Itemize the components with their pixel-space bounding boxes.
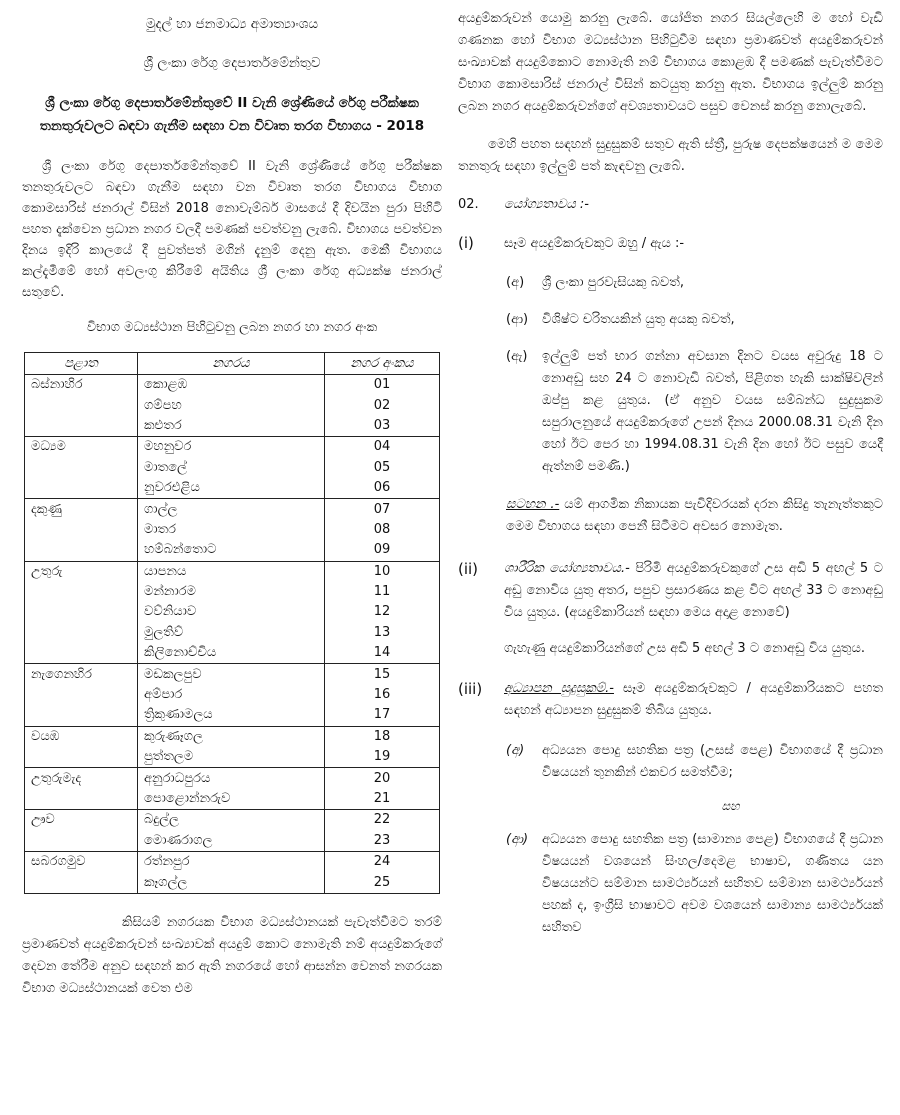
ministry-heading: මුදල් හා ජනමාධ්‍ය අමාත්‍යාංශය [145,16,319,32]
town-number-cell: 19 [325,747,440,768]
province-cell [25,872,138,893]
header-province: පළාත [25,353,138,375]
table-row [25,499,440,520]
item-i-text: සෑම අයදුම්කරුවකුට ඔහු / ඇය :- [504,236,685,251]
town-cell: ගාල්ල [138,499,325,520]
table-row [25,643,440,664]
province-cell [25,747,138,768]
table-caption: විභාග මධ්‍යස්ථාන පිහිටුවනු ලබන නගර හා නගර අංක [86,320,378,335]
edu-a-marker: (අ) [506,743,525,758]
note-label: සටහන .- [506,497,560,512]
table-row [25,705,440,726]
town-number-cell: 20 [325,768,440,789]
item-ii-marker: (ii) [458,560,479,578]
table-row [25,872,440,893]
edu-aa-marker: (ආ) [506,832,529,847]
town-cell: ගම්පහ [138,395,325,415]
town-number-cell: 16 [325,685,440,705]
item-ii-label: ශාරීරික යෝග්‍යතාවය.- [504,561,630,576]
table-row [25,747,440,768]
table-header-row [25,353,440,375]
note-block [506,494,883,538]
town-cell: වව්නියාව [138,602,325,622]
table-row [25,582,440,602]
town-cell: කළුතර [138,416,325,437]
table-row [25,685,440,705]
province-cell [25,685,138,705]
sub-a-text: ශ්‍රී ලංකා පුරවැසියකු බවත්, [542,275,684,290]
town-cell: රත්නපුර [138,851,325,872]
right-column [458,8,883,939]
section-title: යෝග්‍යතාවය :- [504,197,589,212]
table-row [25,810,440,831]
table-row [25,789,440,810]
header-town: නගරය [138,353,325,375]
province-cell: උතුරු [25,561,138,582]
town-number-cell: 10 [325,561,440,582]
sub-aa-text: විශිෂ්ට චරිතයකින් යුතු අයකු බවත්, [542,312,735,327]
province-cell [25,416,138,437]
document-title: ශ්‍රී ලංකා රේගු දෙපාර්තමේන්තුවේ II වැනි ශ්‍රේණියේ රේගු පරීක්ෂක තනතුරුවලට බඳවා ගැනීම සඳහා වන විවෘත තරග විභාගය - 2018 [39,95,425,134]
province-cell: දකුණු [25,499,138,520]
town-cell: කුරුණෑගල [138,726,325,747]
town-cell: නුවරඑළිය [138,478,325,499]
town-number-cell: 24 [325,851,440,872]
province-cell [25,643,138,664]
edu-item-a [506,740,883,784]
department-heading: ශ්‍රී ලංකා රේගු දෙපාර්තමේන්තුව [143,55,321,71]
intro-paragraph: ශ්‍රී ලංකා රේගු දෙපාර්තමේන්තුවේ II වැනි ශ්‍රේණියේ රේගු පරීක්ෂක තනතුරුවලට බඳවා ගැනීම සඳහා වන විවෘත තරග විභාගය විභාග කොමසාරිස් ජනරාල් විසින් 2018 නොවැම්බර් මාසයේ දී දිවයින පුරා පිහිටි පහත දැක්වෙන ප්‍රධාන නගර වලදී පමණක් පවත්වනු ලැබේ. විභාගය පවත්වන දිනය ඉදිරි කාලයේ දී පුවත්පත් මගින් දැනුම් දෙනු ඇත. මෙකී විභාගය කල්දැමීමේ හෝ අවලංගු කිරීමේ අයිතිය ශ්‍රී ලංකා රේගු අධ්‍යක්ෂ ජනරාල් සතුවේ. [22,159,442,300]
continuation-paragraph: අයදුම්කරුවන් යොමු කරනු ලැබේ. යෝජිත නගර සියල්ලෙහි ම හෝ වැඩි ගණනක හෝ විභාග මධ්‍යස්ථාන පිහිටුවීම සඳහා ප්‍රමාණවත් අයදුම්කරුවන් සංඛ්‍යාවක් අයදුම්කොට නොමැති නම් විභාගය කොළඹ දී පමණක් පැවැත්වීමට විභාග කොමසාරිස් ජනරාල් විසින් කටයුතු කරනු ඇත. විභාගය ඉල්ලුම් කරනු ලබන නගර අයදුම්කරුවන්ගේ අවශ්‍යතාවයට පසුව වෙනස් කරනු නොලැබේ. [458,11,883,114]
table-row [25,768,440,789]
town-cell: පොළොන්නරුව [138,789,325,810]
section-number: 02. [458,197,479,212]
item-ii-body [504,558,883,624]
town-number-cell: 17 [325,705,440,726]
town-cell: පුත්තලම [138,747,325,768]
item-iii [458,678,883,722]
town-cell: යාපනය [138,561,325,582]
town-number-cell: 05 [325,458,440,478]
edu-aa-text: අධ්‍යයන පොදු සහතික පත්‍ර (සාමාන්‍ය පෙළ) විභාගයේ දී ප්‍රධාන විෂයයන් වශයෙන් සිංහල/දෙමළ භාෂාව, ගණිතය යන විෂයයන්ට සම්මාන සාමර්ථ්‍යයන් සහිතව සම්මාන සාමර්ථ්‍යයන් පහක් ද, ඉංග්‍රීසි භාෂාවට අවම වශයෙන් සාමාන්‍ය සාමර්ථ්‍යයක් සහිතව [542,832,883,935]
town-number-cell: 06 [325,478,440,499]
item-iii-marker: (iii) [458,680,483,698]
town-cell: මාතර [138,520,325,540]
town-cell: අම්පාර [138,685,325,705]
edu-a-text: අධ්‍යයන පොදු සහතික පත්‍ර (උසස් පෙළ) විභාගයේ දී ප්‍රධාන විෂයයන් තුනකින් එකවර සමත්වීම; [542,743,883,780]
item-iii-body [504,678,883,722]
table-row [25,395,440,415]
town-number-cell: 14 [325,643,440,664]
town-number-cell: 25 [325,872,440,893]
town-number-cell: 09 [325,540,440,561]
sub-ae-marker: (ඇ) [506,349,528,364]
province-cell [25,582,138,602]
town-cell: මොණරාගල [138,831,325,852]
section-heading [458,194,883,215]
edu-item-aa [506,829,883,939]
province-cell: මධ්‍යම [25,437,138,458]
table-row [25,520,440,540]
town-number-cell: 11 [325,582,440,602]
town-number-cell: 22 [325,810,440,831]
town-number-cell: 13 [325,623,440,643]
table-row [25,664,440,685]
table-row [25,416,440,437]
sub-item-ae [506,346,883,478]
town-number-cell: 23 [325,831,440,852]
province-cell: බස්නාහිර [25,375,138,396]
header-town-number: නගර අංකය [325,353,440,375]
table-row [25,831,440,852]
sub-item-a [506,272,883,293]
table-row [25,478,440,499]
town-cell: මහනුවර [138,437,325,458]
item-i [458,233,883,254]
left-column [22,8,442,1000]
table-row [25,375,440,396]
item-ii [458,558,883,624]
town-cell: මුලතිව් [138,623,325,643]
town-number-cell: 07 [325,499,440,520]
town-cell: මන්නාරම [138,582,325,602]
item-i-marker: (i) [458,234,474,252]
table-row [25,623,440,643]
sub-aa-marker: (ආ) [506,312,529,327]
table-row [25,726,440,747]
item-iii-label: අධ්‍යාපන සුදුසුකම්.- [504,681,614,696]
table-row [25,851,440,872]
table-row [25,458,440,478]
after-table-paragraph: කිසියම් නගරයක විභාග මධ්‍යස්ථානයක් පැවැත්වීමට තරම් ප්‍රමාණවත් අයදුම්කරුවන් සංඛ්‍යාවක් අයදුම් කොට නොමැති නම් අයදුම්කරුගේ දෙවන තේරීම අනුව සඳහන් කර ඇති නගරයේ හෝ ආසන්න වෙනත් නගරයක විභාග මධ්‍යස්ථානයක් වෙත එම [22,914,442,996]
town-number-cell: 02 [325,395,440,415]
province-cell: නැගෙනහිර [25,664,138,685]
province-cell [25,602,138,622]
town-cell: ත්‍රිකුණාමලය [138,705,325,726]
item-ii-women: ගැහැණු අයදුම්කාරියන්ගේ උස අඩි 5 අඟල් 3 ට නොඅඩු විය යුතුය. [504,641,865,656]
item-ii-text: පිරිමි අයදුම්කරුවකුගේ උස අඩි 5 අඟල් 5 ට අඩු නොවිය යුතු අතර, පපුව ප්‍රසාරණය කළ විට අඟල් 33 ට නොඅඩු විය යුතුය. (අයදුම්කාරියන් සඳහා මෙය අදාළ නොවේ) [504,561,883,620]
table-body [25,375,440,894]
province-cell [25,705,138,726]
province-cell [25,478,138,499]
province-cell: සබරගමුව [25,851,138,872]
province-cell: ඌව [25,810,138,831]
town-cell: මාතලේ [138,458,325,478]
table-row [25,561,440,582]
province-cell [25,831,138,852]
town-cell: කොළඹ [138,375,325,396]
table-row [25,540,440,561]
note-text: යම් ආගමික නිකායක පැවිදිවරයක් දරන කිසිදු තැනැත්තකුට මෙම විභාගය සඳහා පෙනී සිටීමට අවසර නොමැත. [506,497,883,534]
province-cell [25,789,138,810]
town-number-cell: 04 [325,437,440,458]
town-number-cell: 03 [325,416,440,437]
province-cell: වයඹ [25,726,138,747]
item-iii-text: සෑම අයදුම්කරුවකුට / අයදුම්කාරියකට පහත සඳහන් අධ්‍යාපන සුදුසුකම් තිබිය යුතුය. [504,681,883,718]
town-number-cell: 12 [325,602,440,622]
sub-ae-text: ඉල්ලුම් පත් භාර ගන්නා අවසාන දිනට වයස අවුරුදු 18 ට නොඅඩු සහ 24 ට නොවැඩි බවත්, පිළිගත හැකි සාක්ෂිවලින් ඔප්පු කළ යුතුය. (ඒ අනුව වයස සම්බන්ධ සුදුසුකම සපුරාලනුයේ අයදුම්කරුගේ උපන් දිනය 2000.08.31 වැනි දින හෝ ඊට පෙර හා 1994.08.31 වැනි දින හෝ ඊට පසුව යෙදී ඇත්නම් පමණි.) [542,349,883,474]
town-cell: බදුල්ල [138,810,325,831]
sub-item-aa [506,309,883,330]
town-number-cell: 15 [325,664,440,685]
town-number-cell: 01 [325,375,440,396]
town-number-cell: 21 [325,789,440,810]
town-cell: අනුරාධපුරය [138,768,325,789]
gender-paragraph: මෙහි පහත සඳහන් සුදුසුකම් සතුව ඇති ස්ත්‍රී, පුරුෂ දෙපක්ෂයෙන් ම මෙම තනතුරු සඳහා ඉල්ලුම් පත් කැඳවනු ලැබේ. [458,137,883,174]
province-cell [25,458,138,478]
town-cell: කිලිනොච්චිය [138,643,325,664]
town-cell: මඩකලපුව [138,664,325,685]
exam-centres-table [24,352,440,894]
table-row [25,602,440,622]
province-cell [25,623,138,643]
town-number-cell: 18 [325,726,440,747]
saha-connector: සහ [721,799,740,813]
town-cell: හම්බන්තොට [138,540,325,561]
province-cell: උතුරුමැද [25,768,138,789]
province-cell [25,395,138,415]
table-row [25,437,440,458]
sub-a-marker: (අ) [506,275,525,290]
province-cell [25,540,138,561]
province-cell [25,520,138,540]
town-number-cell: 08 [325,520,440,540]
town-cell: කෑගල්ල [138,872,325,893]
